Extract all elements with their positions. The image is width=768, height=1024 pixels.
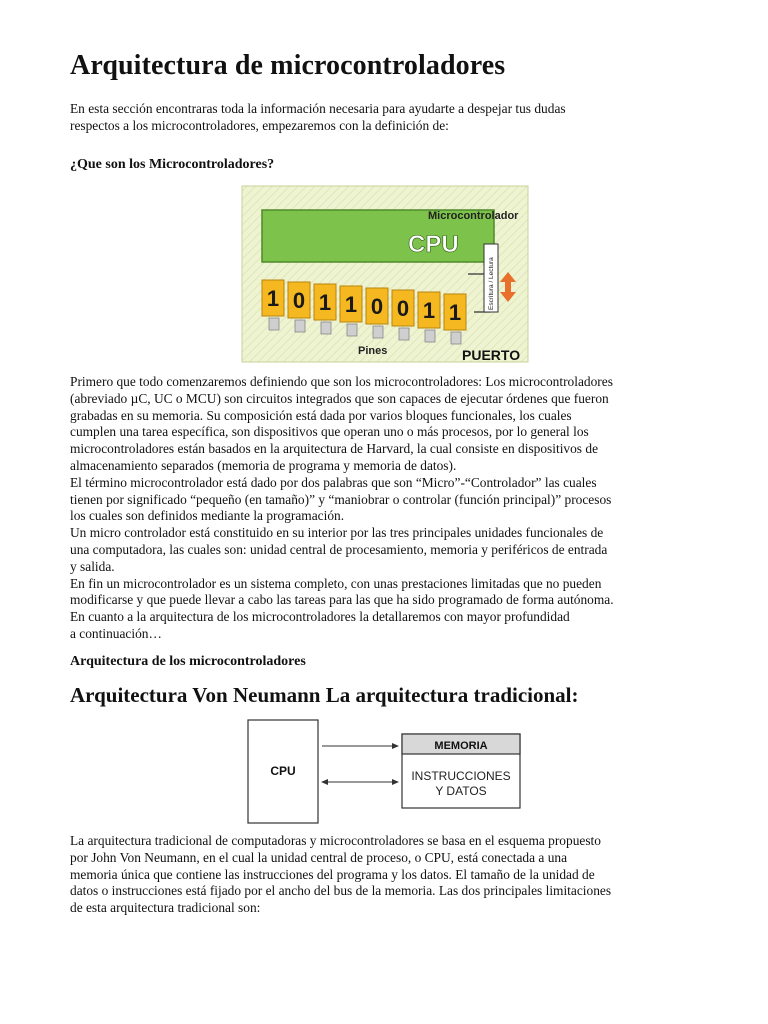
pin [321, 322, 331, 334]
question-heading: ¿Que son los Microcontroladores? [70, 157, 275, 172]
bit-value: 1 [344, 292, 358, 317]
text-line: (abreviado µC, UC o MCU) son circuitos integrados que son capaces de ejecutar órdenes que fueron [70, 390, 609, 406]
text-line: una computadora, las cuales son: unidad central de procesamiento, memoria y periféricos de entrada [70, 541, 608, 557]
bit-value: 0 [396, 296, 410, 321]
data-label: Y DATOS [435, 784, 487, 798]
rw-label: Escritura / Lectura [488, 257, 495, 310]
text-line: El término microcontrolador está dado por dos palabras que son “Micro”-“Controlador” las cuales [70, 474, 597, 490]
pines-label: Pines [358, 345, 388, 357]
text-line: tienen por significado “pequeño (en tamaño)” y “maniobrar o controlar (función principal)” procesos [70, 491, 612, 507]
pin [425, 330, 435, 342]
text-line: En fin un microcontrolador es un sistema completo, con unas prestaciones limitadas que no pueden [70, 575, 602, 591]
pin [347, 324, 357, 336]
text-line: modificarse y que puede llevar a cabo las tareas para las que ha sido programado de forma autónoma. [70, 592, 614, 608]
bit-value: 1 [318, 290, 332, 315]
intro-line: En esta sección encontraras toda la información necesaria para ayudarte a despejar tus dudas [70, 101, 566, 116]
intro-paragraph [70, 101, 710, 135]
memory-label: MEMORIA [434, 740, 488, 752]
von-neumann-heading: Arquitectura Von Neumann La arquitectura tradicional: [70, 683, 579, 707]
bit-value: 1 [266, 286, 280, 311]
von-neumann-paragraph [70, 833, 710, 917]
text-line: En cuanto a la arquitectura de los microcontroladores la detallaremos con mayor profundidad [70, 609, 570, 625]
instructions-label: INSTRUCCIONES [411, 769, 511, 783]
cpu-box-label: CPU [270, 764, 296, 778]
page-title: Arquitectura de microcontroladores [70, 50, 506, 81]
puerto-label: PUERTO [462, 347, 521, 363]
von-neumann-figure [246, 716, 526, 828]
pin [451, 332, 461, 344]
text-line: a continuación… [70, 625, 162, 641]
bit-value: 1 [422, 298, 436, 323]
arch-heading: Arquitectura de los microcontroladores [70, 654, 306, 669]
text-line: almacenamiento separados (memoria de programa y memoria de datos). [70, 457, 457, 473]
text-line: La arquitectura tradicional de computadoras y microcontroladores se basa en el esquema propuesto [70, 833, 601, 848]
text-line: cumplen una tarea específica, son dispositivos que operan uno o más procesos, por lo general los [70, 424, 589, 440]
pin [373, 326, 383, 338]
microcontrolador-label: Microcontrolador [428, 210, 519, 222]
text-line: Un micro controlador está constituido en su interior por las tres principales unidades funcionales de [70, 525, 604, 541]
text-line: memoria única que contiene las instrucciones del programa y los datos. El tamaño de la unidad de [70, 866, 595, 882]
text-line: Primero que todo comenzaremos definiendo que son los microcontroladores: Los microcontroladores [70, 374, 613, 389]
text-line: grabadas en su memoria. Su composición está dada por varios bloques funcionales, los cuales [70, 407, 572, 423]
bit-value: 1 [448, 300, 462, 325]
cpu-label: CPU [408, 231, 459, 258]
definition-paragraph [70, 374, 710, 643]
pin [269, 318, 279, 330]
pin [399, 328, 409, 340]
text-line: de esta arquitectura tradicional son: [70, 900, 261, 916]
text-line: por John Von Neumann, en el cual la unidad central de proceso, o CPU, está conectada a una [70, 849, 568, 865]
bit-value: 0 [292, 288, 306, 313]
text-line: datos o instrucciones está fijado por el ancho del bus de la memoria. Las dos principales limitaciones [70, 883, 612, 899]
text-line: los cuales son definidos mediante la programación. [70, 508, 345, 524]
text-line: y salida. [70, 558, 115, 574]
microcontroller-figure [240, 184, 530, 364]
pin [295, 320, 305, 332]
text-line: microcontroladores están basados en la arquitectura de Harvard, la cual consiste en dispositivos de [70, 441, 599, 457]
bit-value: 0 [370, 294, 384, 319]
intro-line: respectos a los microcontroladores, empezaremos con la definición de: [70, 117, 449, 133]
